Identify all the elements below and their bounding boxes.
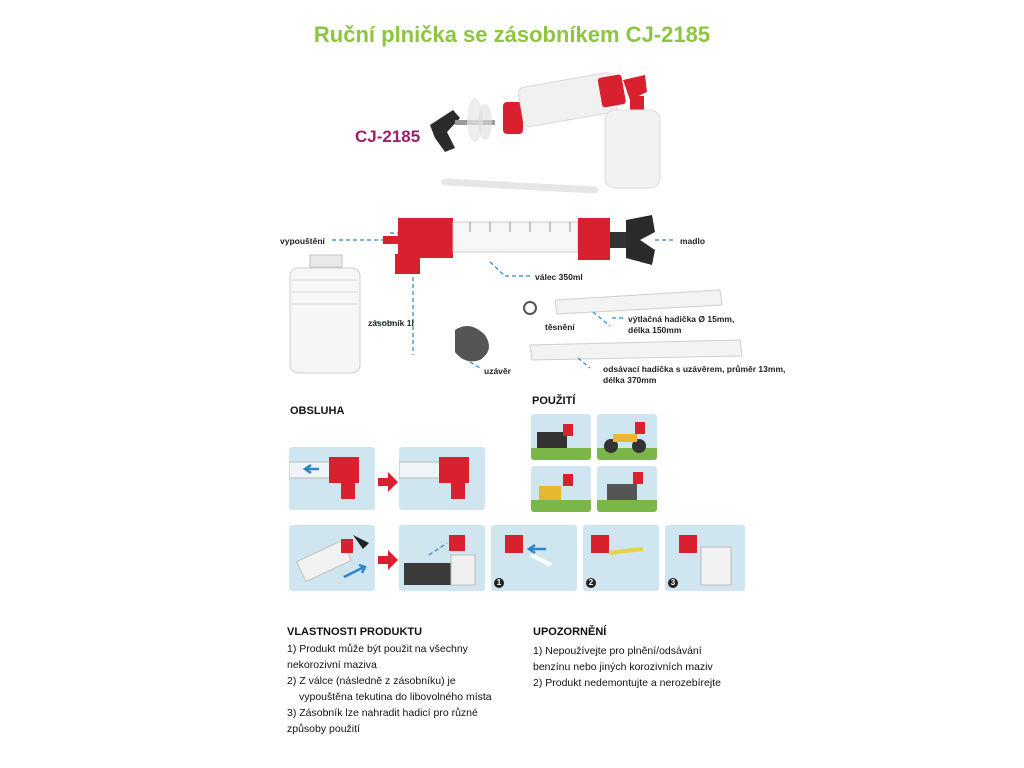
operation-panel-7 [665, 525, 745, 591]
page-title: Ruční plnička se zásobníkem CJ-2185 [313, 22, 711, 47]
arrow-right-icon [378, 472, 398, 492]
feature-line: 2) Z válce (následně z zásobníku) je [287, 675, 456, 687]
operation-panel-1 [289, 447, 375, 510]
warnings-list [533, 643, 773, 691]
warning-line: benzínu nebo jiných korozivních maziv [533, 661, 713, 673]
feature-line: 1) Produkt může být použit na všechny [287, 643, 468, 655]
operation-panel-4 [399, 525, 485, 591]
label-handle: madlo [680, 236, 706, 246]
step-number: 2 [586, 578, 596, 588]
label-suction-hose-1: odsávací hadička s uzávěrem, průměr 13mm, [603, 364, 786, 374]
warnings-heading: UPOZORNĚNÍ [533, 626, 607, 638]
product-photo-svg [425, 70, 665, 200]
label-outlet: vypouštění [280, 236, 325, 246]
warning-line: 1) Nepoužívejte pro plnění/odsávání [533, 645, 702, 657]
model-label: CJ-2185 [355, 127, 421, 146]
label-outlet-hose-2: délka 150mm [628, 325, 682, 335]
label-seal: těsnění [545, 322, 575, 332]
operation-panel-6 [583, 525, 659, 591]
usage-motorcycle [597, 414, 657, 460]
operation-panel-5 [491, 525, 577, 591]
operation-panel-3 [289, 525, 375, 591]
warning-line: 2) Produkt nedemontujte a nerozebírejte [533, 677, 721, 689]
feature-line: vypouštěna tekutina do libovolného místa [299, 691, 492, 703]
label-reservoir: zásobník 1l [368, 318, 414, 328]
feature-line: nekorozivní maziva [287, 659, 377, 671]
usage-car [531, 414, 591, 460]
label-cap: uzávěr [484, 366, 511, 376]
feature-line: způsoby použití [287, 723, 360, 735]
arrow-right-icon [378, 550, 398, 570]
features-list [287, 641, 527, 737]
step-number: 3 [668, 578, 678, 588]
label-outlet-hose-1: výtlačná hadička Ø 15mm, [628, 314, 735, 324]
feature-line: 3) Zásobník lze nahradit hadicí pro různé [287, 707, 478, 719]
operation-panel-2 [399, 447, 485, 510]
product-photo [425, 70, 665, 200]
usage-heading: POUŽITÍ [532, 395, 576, 407]
label-cylinder: válec 350ml [535, 272, 583, 282]
usage-lawnmower [531, 466, 591, 512]
features-heading: VLASTNOSTI PRODUKTU [287, 626, 423, 638]
label-suction-hose-2: délka 370mm [603, 375, 657, 385]
step-number: 1 [494, 578, 504, 588]
operation-heading: OBSLUHA [290, 405, 345, 417]
usage-boat-engine [597, 466, 657, 512]
